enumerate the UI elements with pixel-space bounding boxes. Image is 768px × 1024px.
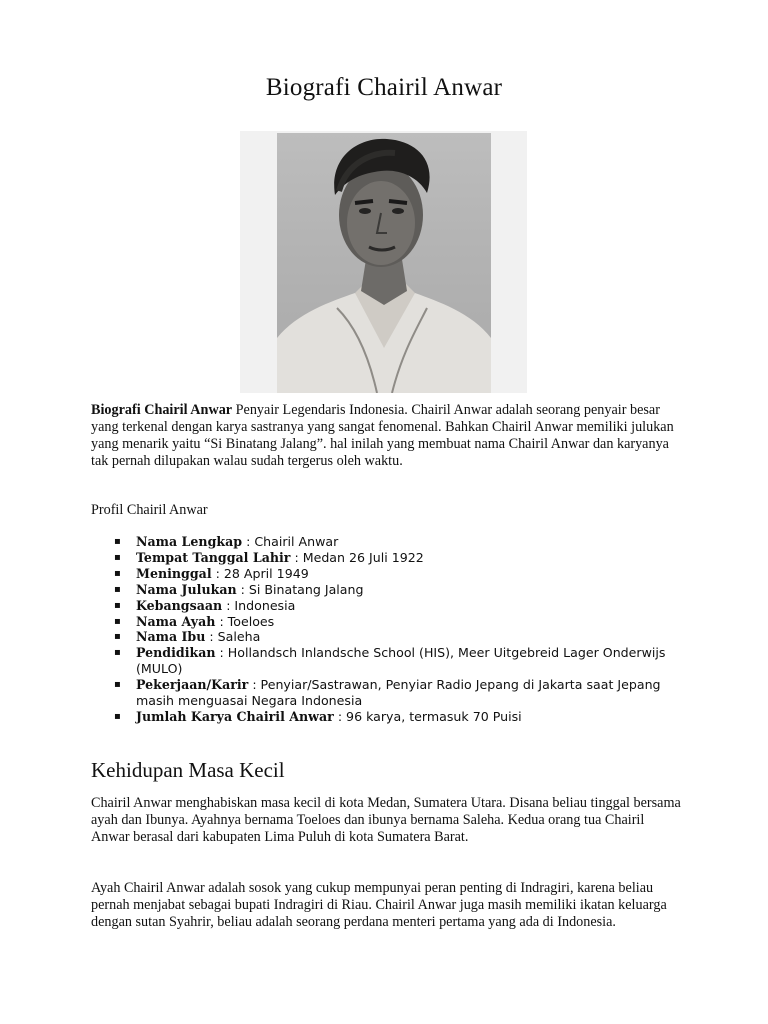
profile-item-value: : 96 karya, termasuk 70 Puisi <box>333 708 522 724</box>
intro-text: Penyair Legendaris Indonesia. Chairil Anwar adalah seorang penyair besar yang terkenal dengan karya sastranya yang sangat fenomenal. Bahkan Chairil Anwar memiliki julukan yang menarik yaitu “Si Binatang Jalang”. hal inilah yang membuat nama Chairil Anwar dan karyanya tak pernah dilupakan walau sudah tergerus oleh waktu. <box>91 402 674 469</box>
intro-paragraph <box>91 402 681 470</box>
profile-item-key: Tempat Tanggal Lahir <box>136 549 291 565</box>
profile-item <box>112 598 672 614</box>
profile-item-value: : Saleha <box>205 629 261 645</box>
profile-item-key: Nama Lengkap <box>136 534 243 549</box>
bullet-icon: ▪ <box>114 536 121 547</box>
profile-item-value: : Medan 26 Juli 1922 <box>290 549 424 565</box>
profile-item <box>112 629 672 645</box>
profile-item-value: : Toeloes <box>215 613 275 629</box>
bullet-icon: ▪ <box>114 583 121 595</box>
profile-label: Profil Chairil Anwar <box>91 502 208 518</box>
profile-item-key: Pendidikan <box>136 645 216 661</box>
paragraph-childhood-1: Chairil Anwar menghabiskan masa kecil di kota Medan, Sumatera Utara. Disana beliau tinggal bersama ayah dan Ibunya. Ayahnya bernama Toeloes dan ibunya bernama Saleha. Kedua orang tua Chairil Anwar berasal dari kabupaten Lima Puluh di kota Sumatera Barat. <box>91 795 681 845</box>
bullet-icon: ▪ <box>114 647 121 659</box>
profile-list <box>112 534 672 725</box>
profile-item-value: : Chairil Anwar <box>242 534 339 549</box>
profile-item-key: Nama Ibu <box>136 629 206 645</box>
bullet-icon: ▪ <box>114 599 121 611</box>
profile-item-value: : Si Binatang Jalang <box>236 581 364 597</box>
portrait-photo <box>277 133 491 393</box>
bullet-icon: ▪ <box>114 615 121 627</box>
profile-item <box>112 709 672 725</box>
section-heading: Kehidupan Masa Kecil <box>91 758 285 782</box>
profile-item-key: Nama Ayah <box>136 613 216 629</box>
profile-item-key: Nama Julukan <box>136 581 237 597</box>
profile-item <box>112 582 672 598</box>
profile-item-value: : 28 April 1949 <box>211 565 309 581</box>
bullet-icon: ▪ <box>114 567 121 579</box>
profile-item-key: Pekerjaan/Karir <box>136 677 249 693</box>
profile-item <box>112 614 672 630</box>
profile-item <box>112 550 672 566</box>
portrait-frame <box>240 131 527 393</box>
profile-item-value: : Hollandsch Inlandsche School (HIS), Meer Uitgebreid Lager Onderwijs (MULO) <box>136 645 666 677</box>
profile-item-value: : Penyiar/Sastrawan, Penyiar Radio Jepang di Jakarta saat Jepang masih menguasai Negara Indonesia <box>136 677 661 709</box>
paragraph-childhood-2: Ayah Chairil Anwar adalah sosok yang cukup mempunyai peran penting di Indragiri, karena beliau pernah menjabat sebagai bupati Indragiri di Riau. Chairil Anwar juga masih memiliki ikatan keluarga dengan sutan Syahrir, beliau adalah seorang perdana menteri pertama yang ada di Indonesia. <box>91 880 667 930</box>
intro-bold-lead: Biografi Chairil Anwar <box>91 402 233 418</box>
profile-item-value: : Indonesia <box>222 597 296 613</box>
profile-item <box>112 566 672 582</box>
bullet-icon: ▪ <box>114 551 121 563</box>
profile-item-key: Meninggal <box>136 565 212 581</box>
portrait-figure <box>277 133 491 393</box>
profile-item-key: Jumlah Karya Chairil Anwar <box>136 708 334 724</box>
profile-item <box>112 534 672 550</box>
profile-item <box>112 645 672 677</box>
profile-item-key: Kebangsaan <box>136 597 223 613</box>
bullet-icon: ▪ <box>114 710 121 722</box>
bullet-icon: ▪ <box>114 631 121 643</box>
bullet-icon: ▪ <box>114 679 121 691</box>
page-title: Biografi Chairil Anwar <box>265 74 503 101</box>
profile-item <box>112 677 672 709</box>
